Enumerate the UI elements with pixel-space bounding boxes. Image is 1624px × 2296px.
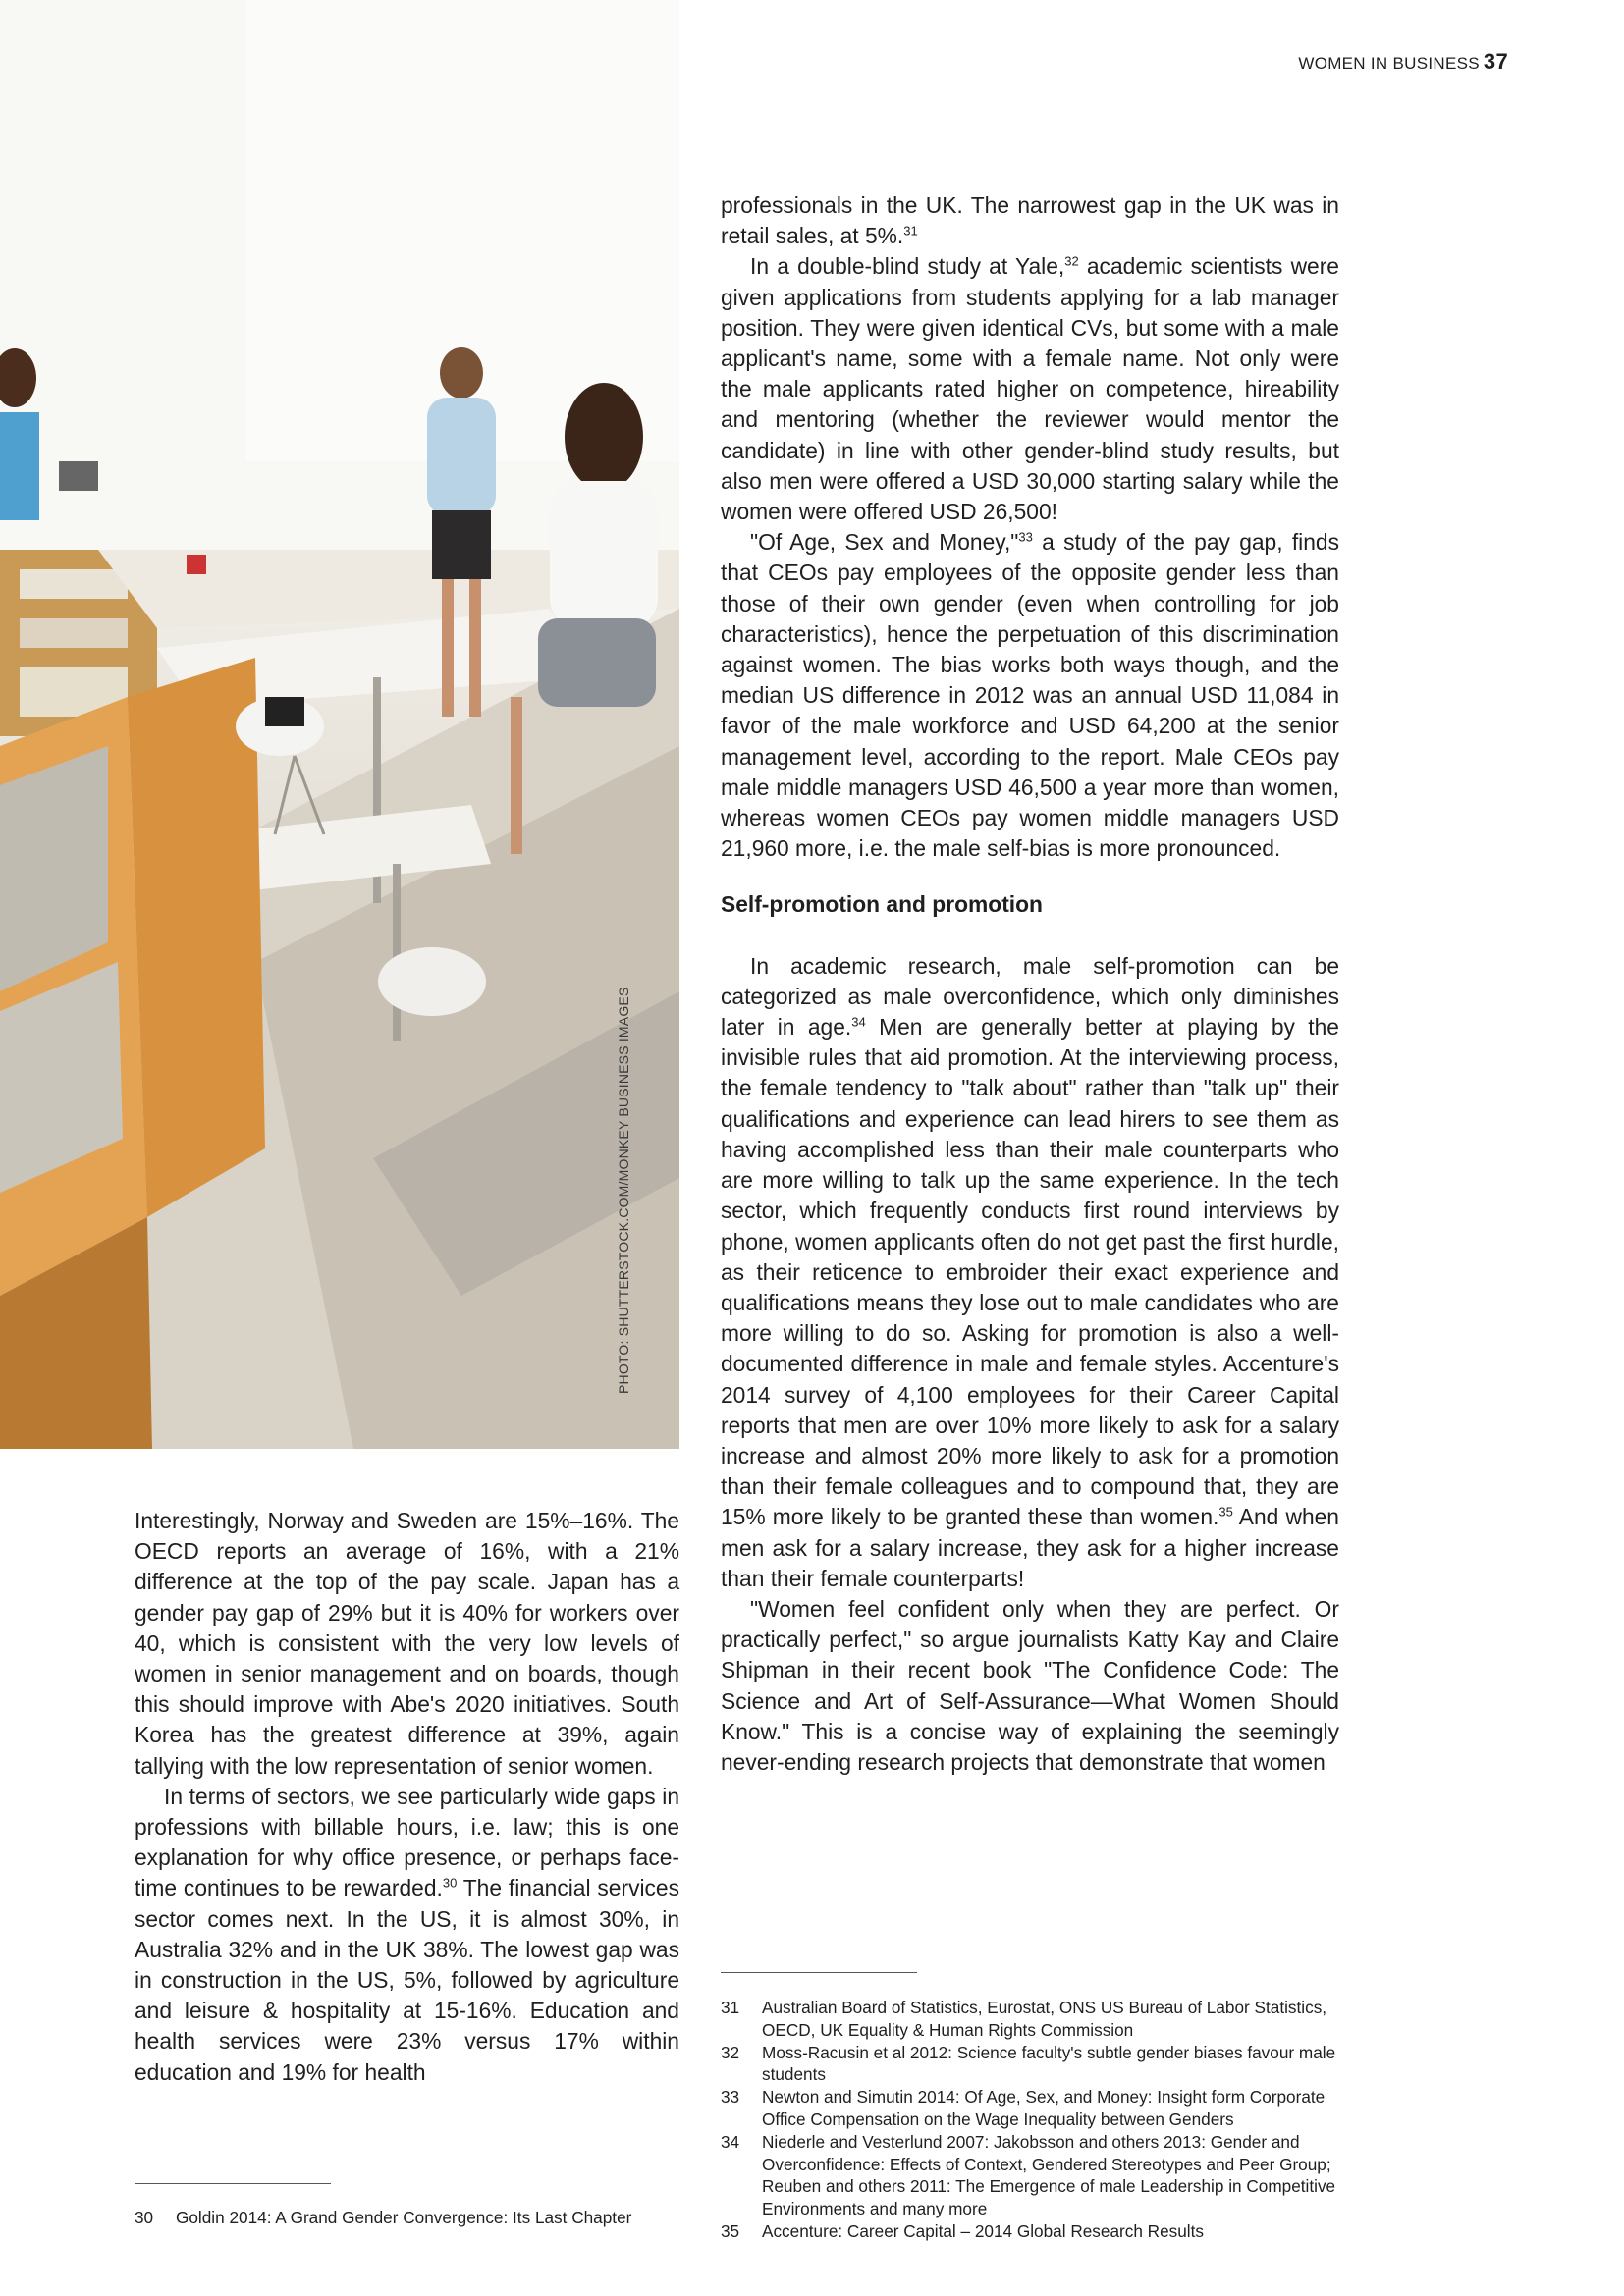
footnotes-right xyxy=(721,1997,1339,2243)
paragraph: professionals in the UK. The narrowest gap in the UK was in retail sales, at 5%.$^{31}$ xyxy=(721,192,1339,249)
footnote-text: Niederle and Vesterlund 2007: Jakobsson and others 2013: Gender and Overconfidence: Effects of Context, Gendered Stereotypes and Peer Group; Reuben and others 2011: The Emergence of male Leadership in Competitive Environments and many more xyxy=(762,2131,1336,2219)
footnote-text: Australian Board of Statistics, Eurostat, ONS US Bureau of Labor Statistics, OECD, UK Equality & Human Rights Commission xyxy=(762,1998,1327,2040)
footnote-number: 34 xyxy=(721,2131,740,2152)
section-subheading: Self-promotion and promotion xyxy=(721,891,1043,918)
office-illustration xyxy=(0,0,679,1449)
office-photo xyxy=(0,0,679,1449)
left-column xyxy=(135,1506,679,2088)
page-number: 37 xyxy=(1483,49,1508,74)
footnote-number: 33 xyxy=(721,2087,740,2108)
footnote-ref: 33 xyxy=(1018,529,1033,545)
footnote xyxy=(721,2042,1339,2087)
footnote-ref: 34 xyxy=(851,1014,866,1030)
running-header xyxy=(1298,49,1508,75)
footnote xyxy=(721,2220,1339,2243)
paragraph: "Of Age, Sex and Money,"$^{33}$ a study of the pay gap, finds that CEOs pay employees of the opposite gender less than those of their own gender (even when controlling for job characteristics), hence the perpetuation of this discrimination against women. The bias works both ways though, and the median US difference in 2012 was an annual USD 11,084 in favor of the male workforce and USD 64,200 at the senior management level, according to the report. Male CEOs pay male middle managers USD 46,500 a year more than women, whereas women CEOs pay women middle managers USD 21,960 more, i.e. the male self-bias is more pronounced. xyxy=(721,529,1340,862)
paragraph: In a double-blind study at Yale,$^{32}$ academic scientists were given applications from students applying for a lab manager position. They were given identical CVs, but some with a male applicant's name, some with a female name. Not only were the male applicants rated higher on competence, hireability and mentoring (whether the reviewer would mentor the candidate) in line with other gender-blind study results, but also men were offered a USD 30,000 starting salary while the women were offered USD 26,500! xyxy=(721,253,1339,525)
footnote-text: Moss-Racusin et al 2012: Science faculty's subtle gender biases favour male students xyxy=(762,2042,1336,2085)
paragraph: "Women feel confident only when they are perfect. Or practically perfect," so argue journalists Katty Kay and Claire Shipman in their recent book "The Confidence Code: The Science and Art of Self-Assurance—What Women Should Know." This is a concise way of explaining the seemingly never-ending research projects that demonstrate that women xyxy=(721,1595,1339,1775)
footnote-ref: 30 xyxy=(442,1875,458,1891)
footnote-text: Accenture: Career Capital – 2014 Global Research Results xyxy=(762,2220,1204,2241)
footnote-number: 31 xyxy=(721,1998,740,2017)
right-column xyxy=(721,190,1339,1778)
paragraph: In terms of sectors, we see particularly wide gaps in professions with billable hours, i.e. law; this is one explanation for why office presence, or perhaps face-time continues to be rewarded.$^{30}$ The financial services sector comes next. In the US, it is almost 30%, in Australia 32% and in the UK 38%. The lowest gap was in construction in the US, 5%, followed by agriculture and leisure & hospitality at 15-16%. Education and health services were 23% versus 17% within education and 19% for health xyxy=(135,1783,680,2085)
footnote-text: Goldin 2014: A Grand Gender Convergence: Its Last Chapter xyxy=(176,2208,632,2227)
footnote xyxy=(135,2207,684,2229)
photo-credit: PHOTO: SHUTTERSTOCK.COM/MONKEY BUSINESS IMAGES xyxy=(616,987,631,1394)
paragraph: Interestingly, Norway and Sweden are 15%–16%. The OECD reports an average of 16%, with a 21% difference at the top of the pay scale. Japan has a gender pay gap of 29% but it is 40% for workers over 40, which is consistent with the very low levels of women in senior management and on boards, though this should improve with Abe's 2020 initiatives. South Korea has the greatest difference at 39%, again tallying with the low representation of senior women. xyxy=(135,1508,679,1779)
footnote-number: 32 xyxy=(721,2042,740,2062)
footnote-number: 30 xyxy=(135,2208,154,2227)
footnote-rule xyxy=(135,2183,331,2184)
footnote-ref: 32 xyxy=(1064,253,1079,269)
footnote-ref: 31 xyxy=(903,223,918,239)
footnote xyxy=(721,2131,1339,2220)
footnote xyxy=(721,2086,1339,2131)
section-title: WOMEN IN BUSINESS xyxy=(1298,54,1480,73)
footnote-ref: 35 xyxy=(1218,1504,1233,1520)
footnote xyxy=(721,1997,1339,2042)
footnotes-left xyxy=(135,2207,684,2229)
footnote-number: 35 xyxy=(721,2220,740,2241)
paragraph: In academic research, male self-promotion can be categorized as male overconfidence, which only diminishes later in age.$^{34}$ Men are generally better at playing by the invisible rules that aid promotion. At the interviewing process, the female tendency to "talk about" rather than "talk up" their qualifications and experience can lead hirers to see them as having accomplished less than their male counterparts who are more willing to talk up the same experience. In the tech sector, which frequently conducts first round interviews by phone, women applicants often do not get past the first hurdle, as their reticence to embroider their exact experience and qualifications means they lose out to male candidates who are more willing to do so. Asking for promotion is also a well-documented difference in male and female styles. Accenture's 2014 survey of 4,100 employees for their Career Capital reports that men are over 10% more likely to ask for a salary increase and almost 20% more likely to ask for a promotion than their female colleagues and to compound that, they are 15% more likely to be granted these than women.$^{35}$ And when men ask for a salary increase, they ask for a higher increase than their female counterparts! xyxy=(721,952,1339,1591)
footnote-text: Newton and Simutin 2014: Of Age, Sex, and Money: Insight form Corporate Office Compensation on the Wage Inequality between Genders xyxy=(762,2087,1326,2129)
footnote-rule xyxy=(721,1972,917,1973)
